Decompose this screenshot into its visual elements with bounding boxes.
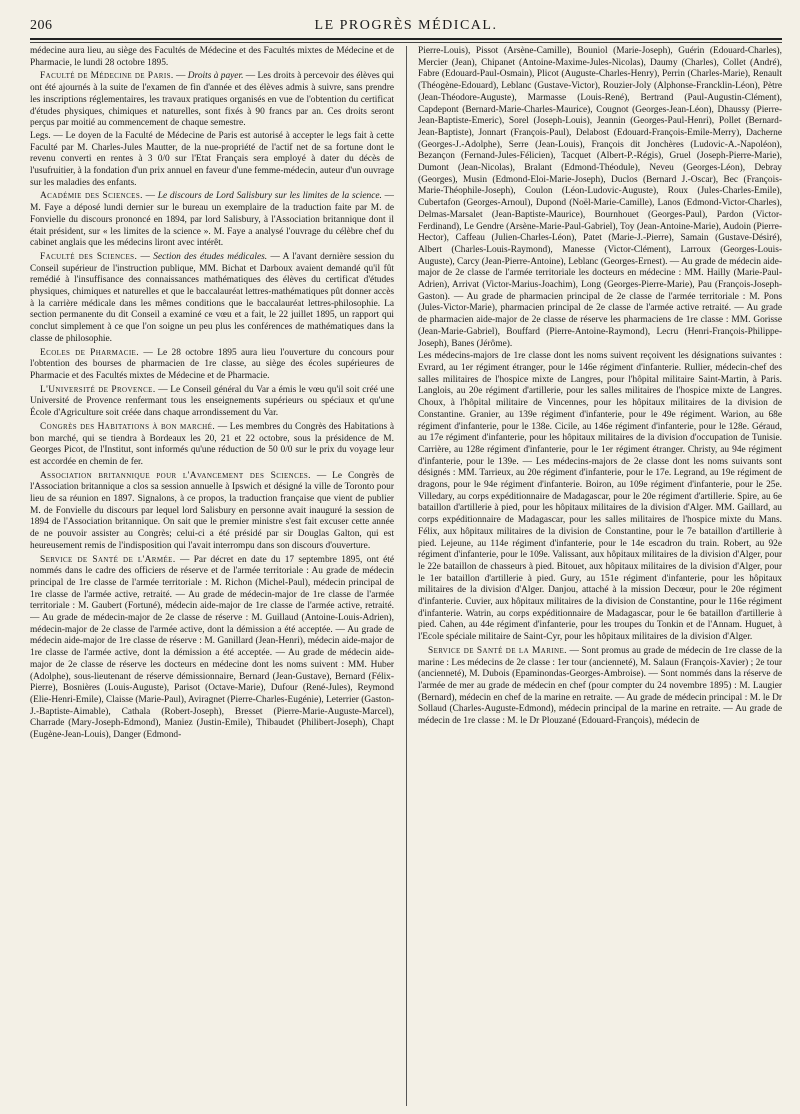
section-body: Les médecins-majors de 1re classe dont les noms suivent reçoivent les désignations suivantes : Evrard, au 1er régiment étranger, pour le 146e régiment d'infanterie. Rullier, médecin-chef des salles militaires de l'hospice mixte de Langres, pour l'hôpital militaire Saint-Martin, à Paris. Langlois, au 20e régiment d'artillerie, pour les salles militaires de l'hospice mixte de Langres. Choux, à l'hôpital militaire de Vincennes, pour les hôpitaux militaires de la division de Constantine. Granier, au 139e régiment d'infanterie, pour le 49e régiment. Warion, au 68e régiment d'infanterie, pour le 138e. Cicile, au 146e régiment d'infanterie, pour le 128e. Géraud, au 17e régiment d'infanterie, pour les hôpitaux militaires de la division d'occupation de Tunisie. Carrière, au 128e régiment d'infanterie, pour le 1er régiment étranger. Christy, au 94e régiment d'infanterie, pour le 139e. — Les médecins-majors de 2e classe dont les noms suivants sont désignés : MM. Tarrieux, au 20e régiment d'infanterie, pour le 17e. Legrand, au 19e régiment de dragons, pour le 94e régiment d'infanterie. Boiron, au 109e régiment d'infanterie, pour le 25e. Villedary, au corps expéditionnaire de Madagascar, pour le 20e régiment d'artillerie. Spire, au 6e bataillon d'artillerie à pied, pour les hôpitaux militaires de la division d'Alger. MM. Gaillard, au corps expéditionnaire de Madagascar, pour les salles militaires de l'hospice mixte du Mans. Félix, aux hôpitaux militaires de la division de Constantine, pour le 7e bataillon d'artillerie à pied. Lejeune, au 114e régiment d'infanterie, pour le 14e escadron du train. Robert, au 92e régiment d'infanterie, pour le 109e. Valissant, aux hôpitaux militaires de la division d'Alger, pour le 22e bataillon de chasseurs à pied. Bitouet, aux hôpitaux militaires de la division d'Alger, pour le 1er bataillon d'artillerie à pied. Gury, au 151e régiment d'infanterie, pour les hôpitaux militaires de la division d'Alger. Danjou, attaché à la mission Decœur, pour le 20e régiment d'infanterie. Cuvier, aux hôpitaux militaires de la division de Constantine, pour le 116e régiment d'infanterie. Watrin, au corps expéditionnaire de Madagascar, pour le 6e bataillon d'artillerie à pied. Cahen, au 44e régiment d'infanterie, pour les troupes du Tonkin et de l'Annam. Huguet, à l'Ecole spéciale militaire de Saint-Cyr, pour les hôpitaux militaires de la division d'Alger. — [418, 351, 782, 643]
running-header — [30, 14, 782, 40]
section-heading: Académie des Sciences. — [40, 191, 143, 202]
article-academie: Académie des Sciences. — Le discours de Lord Salisbury sur les limites de la science. — M. Faye a déposé lundi dernier sur le bureau un exemplaire de la traduction faite par M. de Fonvielle du discours prononcé en 1894, par lord Salisbury, à l'Association britannique dont il était président, sur « les limites de la science ». M. Faye a analysé l'ouvrage du célèbre chef du cabinet anglais que les médecins liront avec intérêt. — [30, 191, 394, 249]
article-cont — [30, 46, 394, 69]
journal-page — [30, 14, 782, 1106]
article-armee: Service de Santé de l'Armée. — Par décret en date du 17 septembre 1895, ont été nommés dans le cadre des officiers de réserve et de l'armée territoriale : Au grade de médecin principal de 1re classe de l'armée territoriale : M. Richon (Michel-Paul), médecin principal de 1re classe de l'armée active, retraité. — Au grade de médecin-major de 1re classe de l'armée territoriale : M. Gaubert (Fortuné), médecin aide-major de 1re classe de l'armée active, retraité. — Au grade de médecin-major de 2e classe de réserve : M. Guillaud (Antoine-Louis-Adrien), médecin-major de 2e classe de l'armée active, dont la démission a été acceptée. — Au grade de médecin aide-major de 1re classe de réserve : M. Ganillard (Jean-Henri), médecin aide-major de 1re classe de l'armée active, dont la démission a été acceptée. — Au grade de médecin aide-major de 2e classe de réserve les docteurs en médecine dont les noms suivent : MM. Huber (Adolphe), sous-lieutenant de réserve démissionnaire, Bernard (Jean-Gustave), Bernard (Félix-Pierre), Bosnières (Louis-Auguste), Parisot (Octave-Marie), Dufour (René-Jules), Reymond (Elie-Henri-Emile), Claisse (Marie-Paul), Aviragnet (Pierre-Charles-Eugénie), Leterrier (Gaston-J.-Baptiste-Aimable), Cathala (Robert-Joseph), Bresset (Pierre-Marie-Auguste-Marcel), Charrade (Mary-Joseph-Edmond), Maniez (Justin-Emile), Thibaudet (Philibert-Joseph), Chapt (Eugène-Jean-Louis), Danger (Edmond- — [30, 554, 394, 741]
article-habitations: Congrès des Habitations à bon marché. — Les membres du Congrès des Habitations à bon marché, qui se tiendra à Bordeaux les 20, 21 et 22 octobre, sous la présidence de M. Georges Picot, de l'Institut, sont informés qu'une réduction de 50 0/0 sur le prix du voyage leur est accordée en chemin de fer. — [30, 421, 394, 467]
section-heading: Congrès des Habitations à bon marché. — [40, 421, 216, 432]
article-legs — [30, 131, 394, 190]
section-body: Le Conseil général du Var a émis le vœu qu'il soit créé une Université de Provence renfermant tous les enseignements supérieurs ou spéciaux et qu'une École d'Agriculture soit créée dans chaque arrondissement du Var. — [30, 384, 394, 419]
section-body: médecine aura lieu, au siège des Facultés de Médecine et des Facultés mixtes de Médecine et de Pharmacie, le lundi 28 octobre 1895. — [30, 46, 394, 68]
column-divider — [406, 46, 407, 1106]
section-body: Les membres du Congrès des Habitations à bon marché, qui se tiendra à Bordeaux les 20, 21 et 22 octobre, sous la présidence de M. Georges Picot, de l'Institut, sont informés qu'une réduction de 50 0/0 sur le prix du voyage leur est accordée en chemin de fer. — [30, 421, 394, 467]
section-body: Sont promus au grade de médecin de 1re classe de la marine : Les médecins de 2e classe : 1er tour (ancienneté), M. Salaun (François-Xavier) ; 2e tour (ancienneté), M. Dubois (Epaminondas-Georges-Ambroise). — Sont nommés dans la réserve de l'armée de mer au grade de médecin en chef (pour compter du 24 novembre 1895) : M. Laugier (Bernard), médecin en chef de la marine en retraite. — Au grade de médecin principal : M. le Dr Sollaud (Charles-Auguste-Edmond), médecin principal de la marine en retraite. — Au grade de médecin de 1re classe : M. le Dr Plouzané (Edouard-François), médecin de — [418, 645, 782, 727]
section-subheading: Le discours de Lord Salisbury sur les limites de la science. — [157, 191, 382, 202]
article-armee-cont — [418, 46, 782, 350]
section-heading: Ecoles de Pharmacie. — [40, 347, 139, 358]
section-heading: Faculté des Sciences. — [40, 251, 138, 262]
section-body: M. Faye a déposé lundi dernier sur le bureau un exemplaire de la traduction faite par M. de Fonvielle du discours prononcé en 1894, par lord Salisbury, à l'Association britannique dont il était président, sur « les limites de la science ». M. Faye a analysé l'ouvrage du célèbre chef du cabinet anglais que les médecins liront avec intérêt. — [30, 203, 394, 249]
section-body: Le 28 octobre 1895 aura lieu l'ouverture du concours pour l'obtention des bourses de pharmacien de 1re classe, au siège des écoles supérieures de Pharmacie et des Facultés mixtes de Médecine et de Pharmacie. — [30, 347, 394, 381]
article-assoc: Association britannique pour l'Avancement des Sciences. — Le Congrès de l'Association britannique a clos sa session annuelle à Ipswich et désigné la ville de Toronto pour lieu de sa réunion en 1897. Signalons, à ce propos, la traduction française que vient de publier M. de Fonvielle du discours par lequel lord Salisbury en personne avait inauguré la session de 1894 de l'Association britannique. On sait que le premier ministre s'est fait excuser cette année de ne pouvoir assister au Congrès; celui-ci a été présidé par sir Douglas Galton, qui est heureusement remis de l'indisposition qui l'avait interrompu dans son discours d'ouverture. — [30, 470, 394, 551]
article-provence: L'Université de Provence. — Le Conseil général du Var a émis le vœu qu'il soit créé une Université de Provence renfermant tous les enseignements supérieurs ou spéciaux et qu'une École d'Agriculture soit créée dans chaque arrondissement du Var. — [30, 384, 394, 419]
section-heading: Faculté de Médecine de Paris. — [40, 71, 174, 82]
article-marine: Service de Santé de la Marine. — Sont promus au grade de médecin de 1re classe de la marine : Les médecins de 2e classe : 1er tour (ancienneté), M. Salaun (François-Xavier) ; 2e tour (ancienneté), M. Dubois (Epaminondas-Georges-Ambroise). — Sont nommés dans la réserve de l'armée de mer au grade de médecin en chef (pour compter du 24 novembre 1895) : M. Laugier (Bernard), médecin en chef de la marine en retraite. — Au grade de médecin principal : M. le Dr Sollaud (Charles-Auguste-Edmond), médecin principal de la marine en retraite. — Au grade de médecin de 1re classe : M. le Dr Plouzané (Edouard-François), médecin de — [418, 645, 782, 727]
section-subheading: Droits à payer. — [187, 71, 244, 82]
two-column-body — [30, 46, 782, 1106]
article-paris: Faculté de Médecine de Paris. — Droits à payer. — Les droits à percevoir des élèves qui ont été ajournés à la suite de l'examen de fin d'année et des élèves admis à suivre, sans prendre les inscriptions réglementaires, les travaux pratiques organisés en vue de l'obtention du certificat d'études physiques, chimiques et naturelles, sont fixés à 90 francs par an. Ces droits seront perçus par moitié au commencement de chaque semestre. — [30, 71, 394, 129]
section-body: Le Congrès de l'Association britannique a clos sa session annuelle à Ipswich et désigné la ville de Toronto pour lieu de sa réunion en 1897. Signalons, à ce propos, la traduction française que vient de publier M. de Fonvielle du discours par lequel lord Salisbury en personne avait inauguré la session de 1894 de l'Association britannique. On sait que le premier ministre s'est fait excuser cette année de ne pouvoir assister au Congrès; celui-ci a été présidé par sir Douglas Galton, qui est heureusement remis de l'indisposition qui l'avait interrompu dans son discours d'ouverture. — [30, 470, 394, 551]
section-heading: Service de Santé de la Marine. — [428, 645, 567, 656]
article-armee-dest — [418, 351, 782, 644]
section-body: A l'avant dernière session du Conseil supérieur de l'instruction publique, MM. Bichat et Darboux avaient demandé qu'il fût remédié à l'insuffisance des connaissances mathématiques des élèves du certificat d'études physiques, chimiques et naturelles et que le baccalauréat lettres-mathématiques pût donner accès à la carrière médicale dans les mêmes conditions que le baccalauréat lettres-philosophie. La section permanente du dit Conseil a examiné ce vœu et a fait, le 22 juillet 1895, un rapport qui conclut simplement à ce que l'on soigne un peu plus les conférences de mathématiques dans la classe de philosophie. — [30, 251, 394, 344]
section-body: Par décret en date du 17 septembre 1895, ont été nommés dans le cadre des officiers de réserve et de l'armée territoriale : Au grade de médecin principal de 1re classe de l'armée territoriale : M. Richon (Michel-Paul), médecin principal de 1re classe de l'armée active, retraité. — Au grade de médecin-major de 1re classe de l'armée territoriale : M. Gaubert (Fortuné), médecin aide-major de 1re classe de l'armée active, retraité. — Au grade de médecin-major de 2e classe de réserve : M. Guillaud (Antoine-Louis-Adrien), médecin-major de 2e classe de l'armée active, dont la démission a été acceptée. — Au grade de médecin aide-major de 1re classe de réserve : M. Ganillard (Jean-Henri), médecin aide-major de 1re classe de l'armée active, dont la démission a été acceptée. — Au grade de médecin aide-major de 2e classe de réserve les docteurs en médecine dont les noms suivent : MM. Huber (Adolphe), sous-lieutenant de réserve démissionnaire, Bernard (Jean-Gustave), Bernard (Félix-Pierre), Bosnières (Louis-Auguste), Parisot (Octave-Marie), Dufour (René-Jules), Reymond (Elie-Henri-Emile), Claisse (Marie-Paul), Aviragnet (Pierre-Charles-Eugénie), Leterrier (Gaston-J.-Baptiste-Aimable), Cathala (Robert-Joseph), Bresset (Pierre-Marie-Auguste-Marcel), Charrade (Mary-Joseph-Edmond), Maniez (Justin-Emile), Thibaudet (Philibert-Joseph), Chapt (Eugène-Jean-Louis), Danger (Edmond- — [30, 554, 394, 741]
section-subheading: Section des études médicales. — [153, 251, 268, 262]
section-body: Legs. — Le doyen de la Faculté de Médecine de Paris est autorisé à accepter le legs fait à cette Faculté par M. Charles-Jules Mautter, de la nue-propriété de l'actif net de sa fortune dont le revenu converti en rentes à 3 0/0 sur l'Etat Français sera employé à dater du décès de l'usufruitier, à la fondation d'un prix annuel en faveur d'une femme-médecin, auteur d'un ouvrage sur les maladies des enfants. — [30, 130, 394, 188]
journal-title: LE PROGRÈS MÉDICAL. — [314, 18, 498, 33]
page-number: 206 — [30, 18, 53, 33]
right-column — [418, 46, 782, 1106]
section-heading: L'Université de Provence. — [40, 384, 156, 395]
left-column — [30, 46, 394, 1106]
article-pharma: Ecoles de Pharmacie. — Le 28 octobre 1895 aura lieu l'ouverture du concours pour l'obtention des bourses de pharmacien de 1re classe, au siège des écoles supérieures de Pharmacie et des Facultés mixtes de Médecine et de Pharmacie. — [30, 347, 394, 381]
article-facsci: Faculté des Sciences. — Section des études médicales. — A l'avant dernière session du Conseil supérieur de l'instruction publique, MM. Bichat et Darboux avaient demandé qu'il fût remédié à l'insuffisance des connaissances mathématiques des élèves du certificat d'études physiques, chimiques et naturelles et que le baccalauréat lettres-mathématiques pût donner accès à la carrière médicale dans les mêmes conditions que le baccalauréat lettres-philosophie. La section permanente du dit Conseil a examiné ce vœu et a fait, le 22 juillet 1895, un rapport qui conclut simplement à ce que l'on soigne un peu plus les conférences de mathématiques dans la classe de philosophie. — [30, 251, 394, 344]
section-heading: Service de Santé de l'Armée. — [40, 554, 176, 565]
section-heading: Association britannique pour l'Avancement des Sciences. — [40, 470, 311, 481]
header-rule — [30, 42, 782, 43]
section-body: Les droits à percevoir des élèves qui ont été ajournés à la suite de l'examen de fin d'année et des élèves admis à suivre, sans prendre les inscriptions réglementaires, les travaux pratiques organisés en vue de l'obtention du certificat d'études physiques, chimiques et naturelles, sont fixés à 90 francs par an. Ces droits seront perçus par moitié au commencement de chaque semestre. — [30, 71, 394, 129]
section-body: Pierre-Louis), Pissot (Arsène-Camille), Bouniol (Marie-Joseph), Guérin (Edouard-Charles), Mercier (Jean), Chipanet (Antoine-Maxime-Jules-Nicolas), Daumy (Charles), Collet (André), Fabre (Edouard-Paul-Osmain), Plicot (Auguste-Charles-Henry), Perrin (Charles-Marie), Renault (Théogène-Edouard), Leblanc (Gustave-Victor), Rouzier-Joly (Alphonse-Francklin-Léon), Pètre (Jean-Théodore-Auguste), Marmasse (Louis-René), Bertrand (Paul-Augustin-Clément), Capdepont (Bernard-Marie-Charles-Maurice), Cougnot (Georges-Jean-Léon), Dhaussy (Pierre-Jean-Baptiste-Emeric), Sorel (Joseph-Louis), Jeannin (Georges-Paul-Henri), Pollet (Bernard-Jean-Baptiste), Jonnart (François-Paul), Delabost (Edouard-François-Emile-Merry), Dacherne (Georges-J.-Adolphe), Serre (Jean-Louis), François dit Jonchères (Ludovic-A.-Napoléon), Bezançon (Fernand-Jules-Félicien), Tacquet (Albert-P.-Régis), Gruel (Joseph-Pierre-Marie), Dumont (Jean-Nicolas), Bralant (Edmond-Théodule), Neveu (Georges-Léon), Debray (Georges), Musin (Edmond-Eloi-Marie-Joseph), Duclos (Bernard J.-Oscar), Bec (François-Marie-Théophile-Joseph), Coulon (Léon-Ludovic-Auguste), Roux (Jules-Charles-Emile), Cubertafon (Georges-Arnoul), Dupond (Noël-Marie-Camille), Lanos (Edmond-Victor-Charles), Delmas-Marsalet (Jean-Baptiste-Maurice), Bournhouet (Georges-Paul), Pardon (Victor-Ferdinand), Le Gendre (Arsène-Marie-Paul-Gabriel), Toy (Jean-Antoine-Marie), Audoin (Pierre-Hector), Caffeau (Julien-Charles-Léon), Patet (Marie-J.-Pierre), Samain (Gustave-Désiré), Albert (Charles-Louis-Raymond), Manesse (Victor-Clément), Larroux (Georges-Louis-Auguste), Carcy (Jean-Pierre-Antoine), Leblanc (Georges-Ernest). — Au grade de médecin aide-major de 2e classe de l'armée territoriale les docteurs en médecine : MM. Hailly (Marie-Paul-Adrien), Arrivat (Victor-Marius-Joachim), Long (Georges-Pierre-Marie), Pau (François-Joseph-Gaston). — Au grade de pharmacien principal de 2e classe de l'armée territoriale : M. Pons (Jules-Victor-Marie), pharmacien principal de 2e classe de l'armée active retraité. — Au grade de pharmacien aide-major de 2e classe de réserve les pharmaciens de 1re classe : MM. Gorisse (Jean-Marie-Gabriel), Bouffard (Pierre-Antoine-Raymond), Lecru (Henri-François-Philippe-Joseph), Banes (Jérôme). — [418, 46, 782, 349]
